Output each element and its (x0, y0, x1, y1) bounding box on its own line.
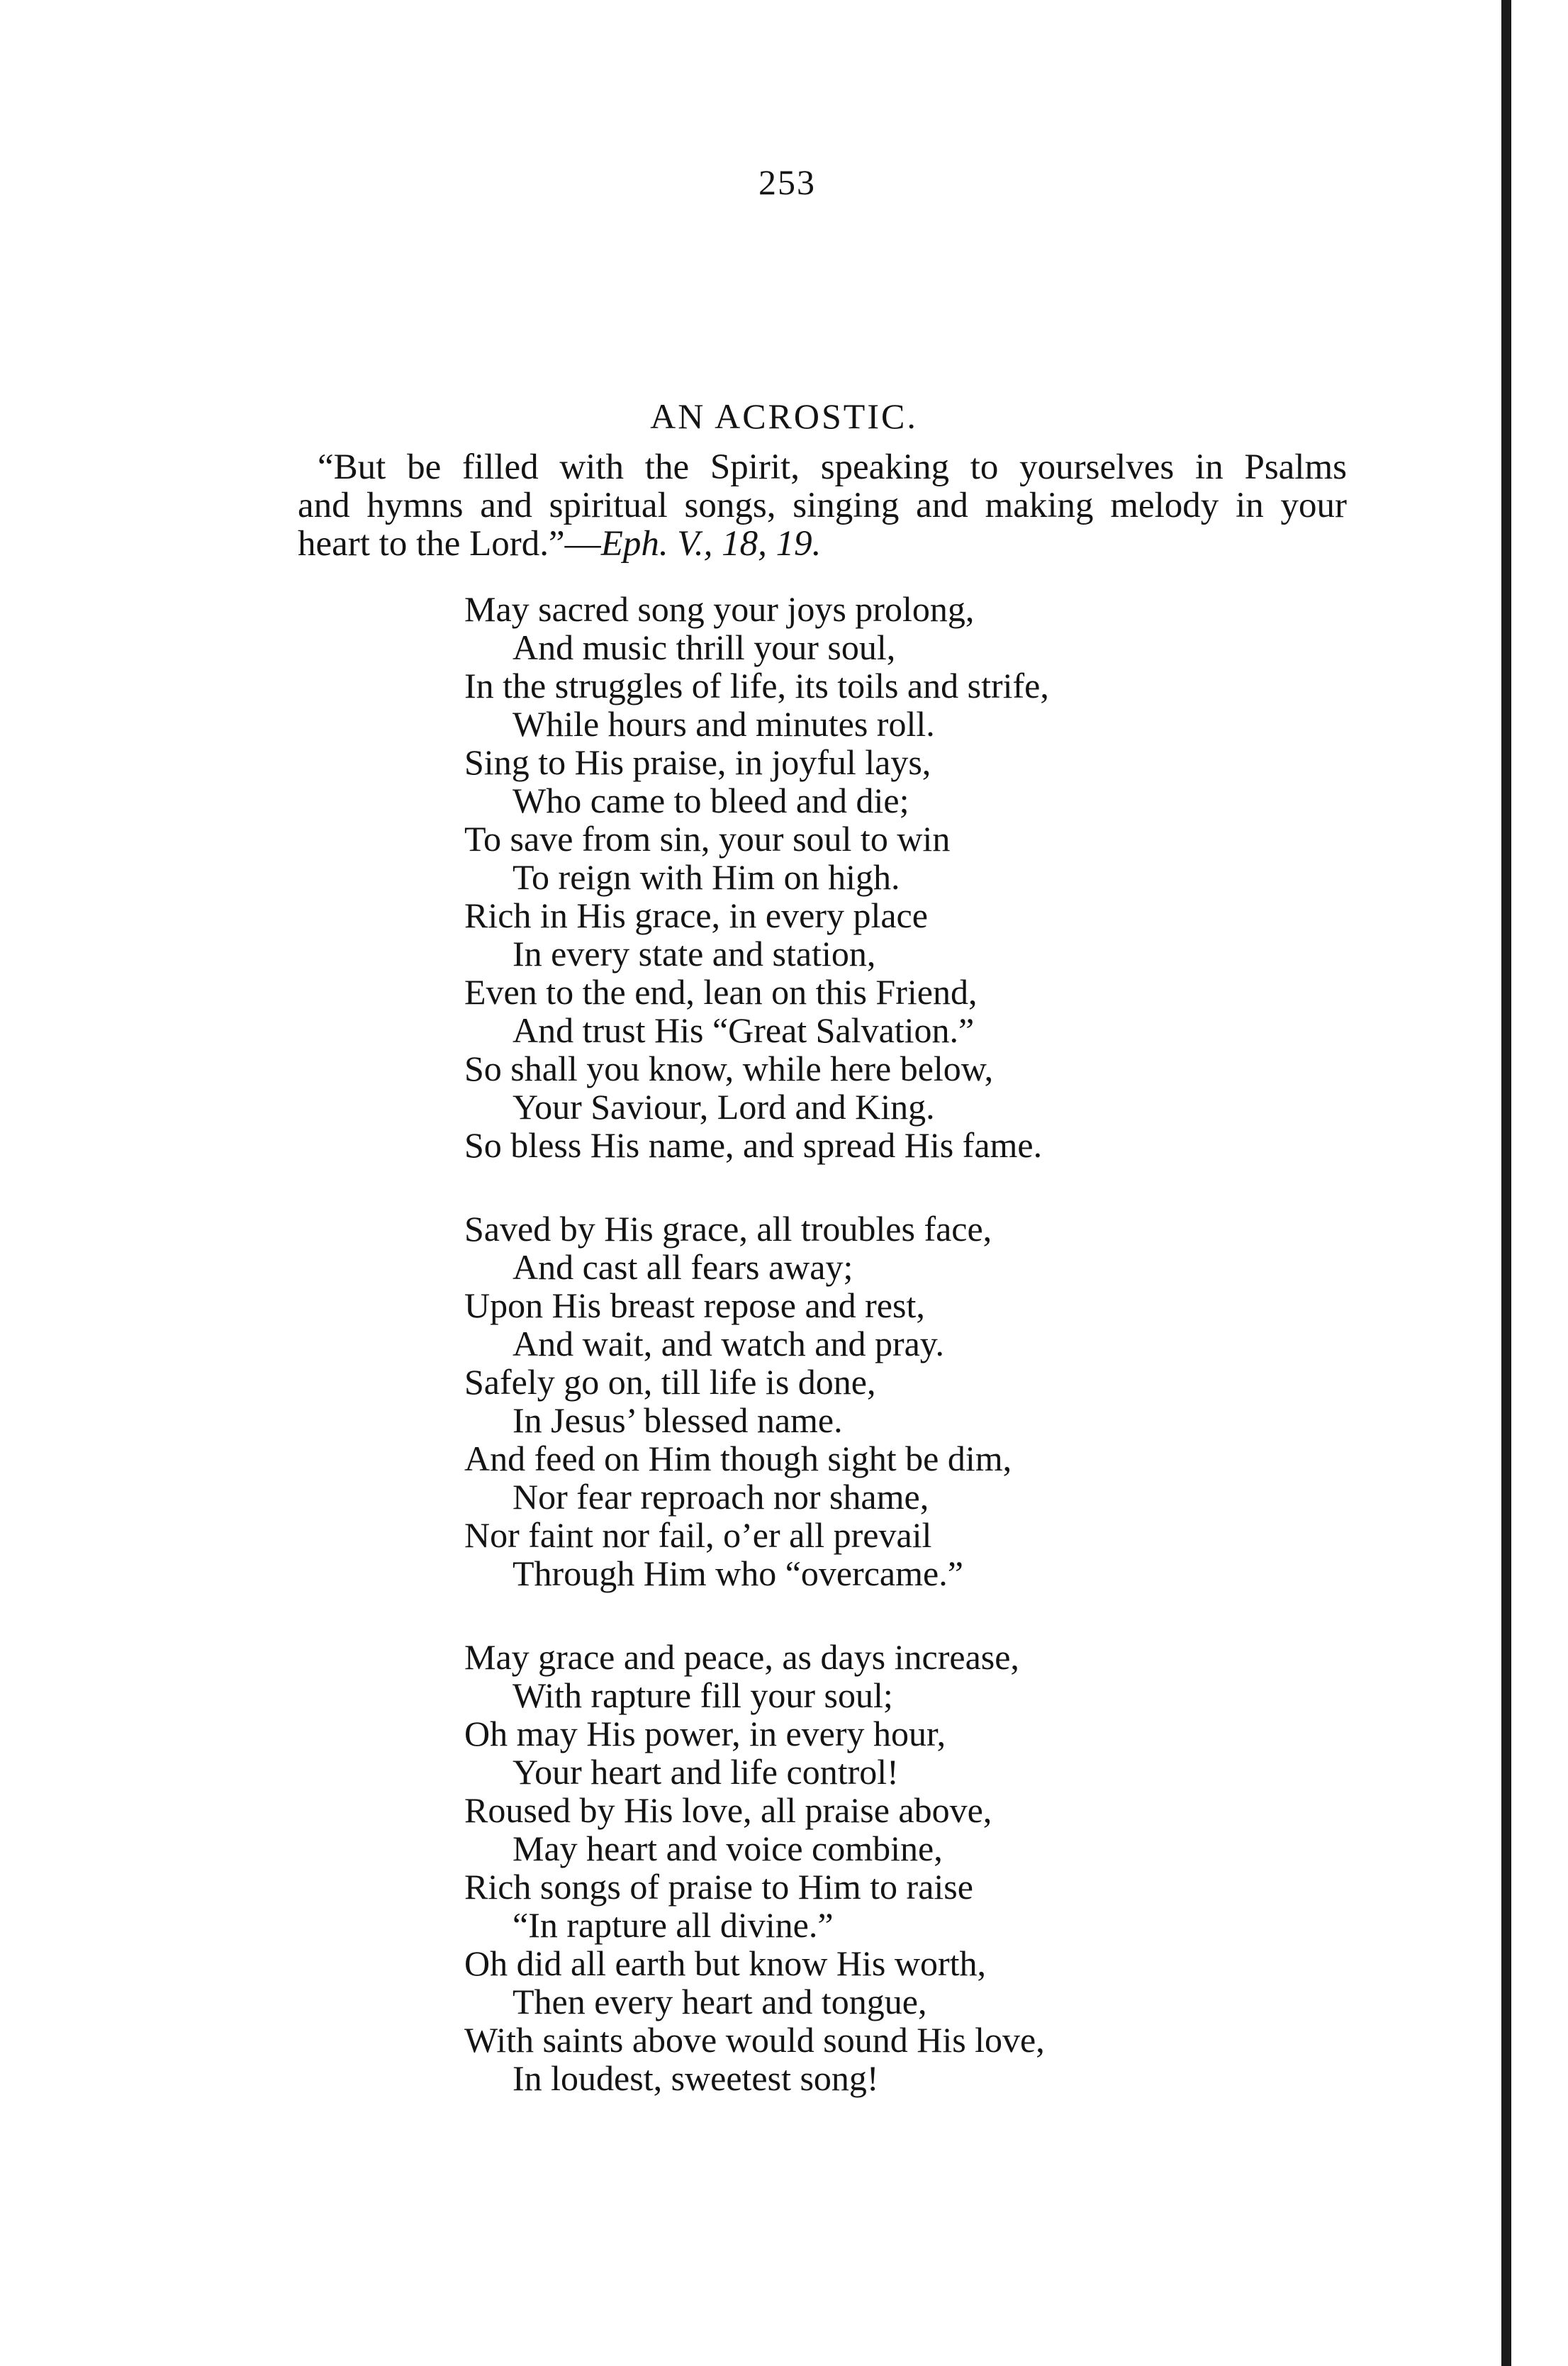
poem-line: In the struggles of life, its toils and strife, (464, 666, 1049, 705)
poem-line: To reign with Him on high. (513, 857, 900, 897)
poem-line: So bless His name, and spread His fame. (464, 1125, 1043, 1165)
scripture-reference: Eph. V., 18, 19. (600, 524, 822, 564)
epigraph-line (298, 525, 1347, 563)
poem-line: Nor faint nor fail, o’er all prevail (464, 1515, 932, 1555)
poem-line: So shall you know, while here below, (464, 1049, 994, 1088)
poem-line: Through Him who “overcame.” (513, 1553, 963, 1593)
poem-line: And feed on Him though sight be dim, (464, 1439, 1012, 1478)
poem-line: And music thrill your soul, (513, 627, 896, 667)
poem-line: In every state and station, (513, 934, 876, 973)
epigraph (298, 448, 1347, 563)
poem-line: While hours and minutes roll. (513, 704, 935, 744)
poem-line: Rich in His grace, in every place (464, 895, 928, 935)
poem-line: With rapture fill your soul; (513, 1675, 893, 1715)
poem-line: Saved by His grace, all troubles face, (464, 1209, 992, 1249)
poem-line: “In rapture all divine.” (513, 1905, 834, 1945)
stanza-2 (464, 1210, 1386, 1592)
poem-line: Rich songs of praise to Him to raise (464, 1867, 973, 1907)
poem-line: May heart and voice combine, (513, 1829, 943, 1868)
poem-line: Oh did all earth but know His worth, (464, 1943, 987, 1983)
page-spine-edge (1501, 0, 1511, 2366)
page-number: 253 (758, 162, 816, 202)
poem-line: Safely go on, till life is done, (464, 1362, 876, 1402)
epigraph-line: “But be filled with the Spirit, speaking to yourselves in Psalms (318, 447, 1347, 487)
poem-title: AN ACROSTIC. (650, 396, 918, 436)
stanza-1 (464, 590, 1386, 1164)
poem-line: And cast all fears away; (513, 1247, 853, 1287)
poem-line: Sing to His praise, in joyful lays, (464, 742, 931, 782)
poem-line: Even to the end, lean on this Friend, (464, 972, 978, 1012)
poem-line: Oh may His power, in every hour, (464, 1714, 946, 1753)
poem-line: In loudest, sweetest song! (513, 2058, 879, 2098)
epigraph-line: and hymns and spiritual songs, singing and making melody in your (298, 486, 1347, 525)
poem-line: And trust His “Great Salvation.” (513, 1010, 975, 1050)
poem-line: Upon His breast repose and rest, (464, 1285, 925, 1325)
poem-line: To save from sin, your soul to win (464, 819, 951, 859)
poem-line: And wait, and watch and pray. (513, 1324, 945, 1363)
poem-line: Your heart and life control! (513, 1752, 899, 1792)
epigraph-text: heart to the Lord.”— (298, 524, 601, 564)
poem-line: Roused by His love, all praise above, (464, 1790, 992, 1830)
poem-line: With saints above would sound His love, (464, 2020, 1045, 2060)
poem-line: May sacred song your joys prolong, (464, 589, 975, 629)
poem-line: Nor fear reproach nor shame, (513, 1477, 929, 1517)
poem-line: In Jesus’ blessed name. (513, 1400, 843, 1440)
poem-line: Your Saviour, Lord and King. (513, 1087, 935, 1127)
poem-line: May grace and peace, as days increase, (464, 1637, 1019, 1677)
poem-line: Who came to bleed and die; (513, 781, 909, 820)
stanza-3 (464, 1638, 1386, 2097)
poem-line: Then every heart and tongue, (513, 1982, 927, 2021)
page-margin-outer (1514, 0, 1568, 2366)
